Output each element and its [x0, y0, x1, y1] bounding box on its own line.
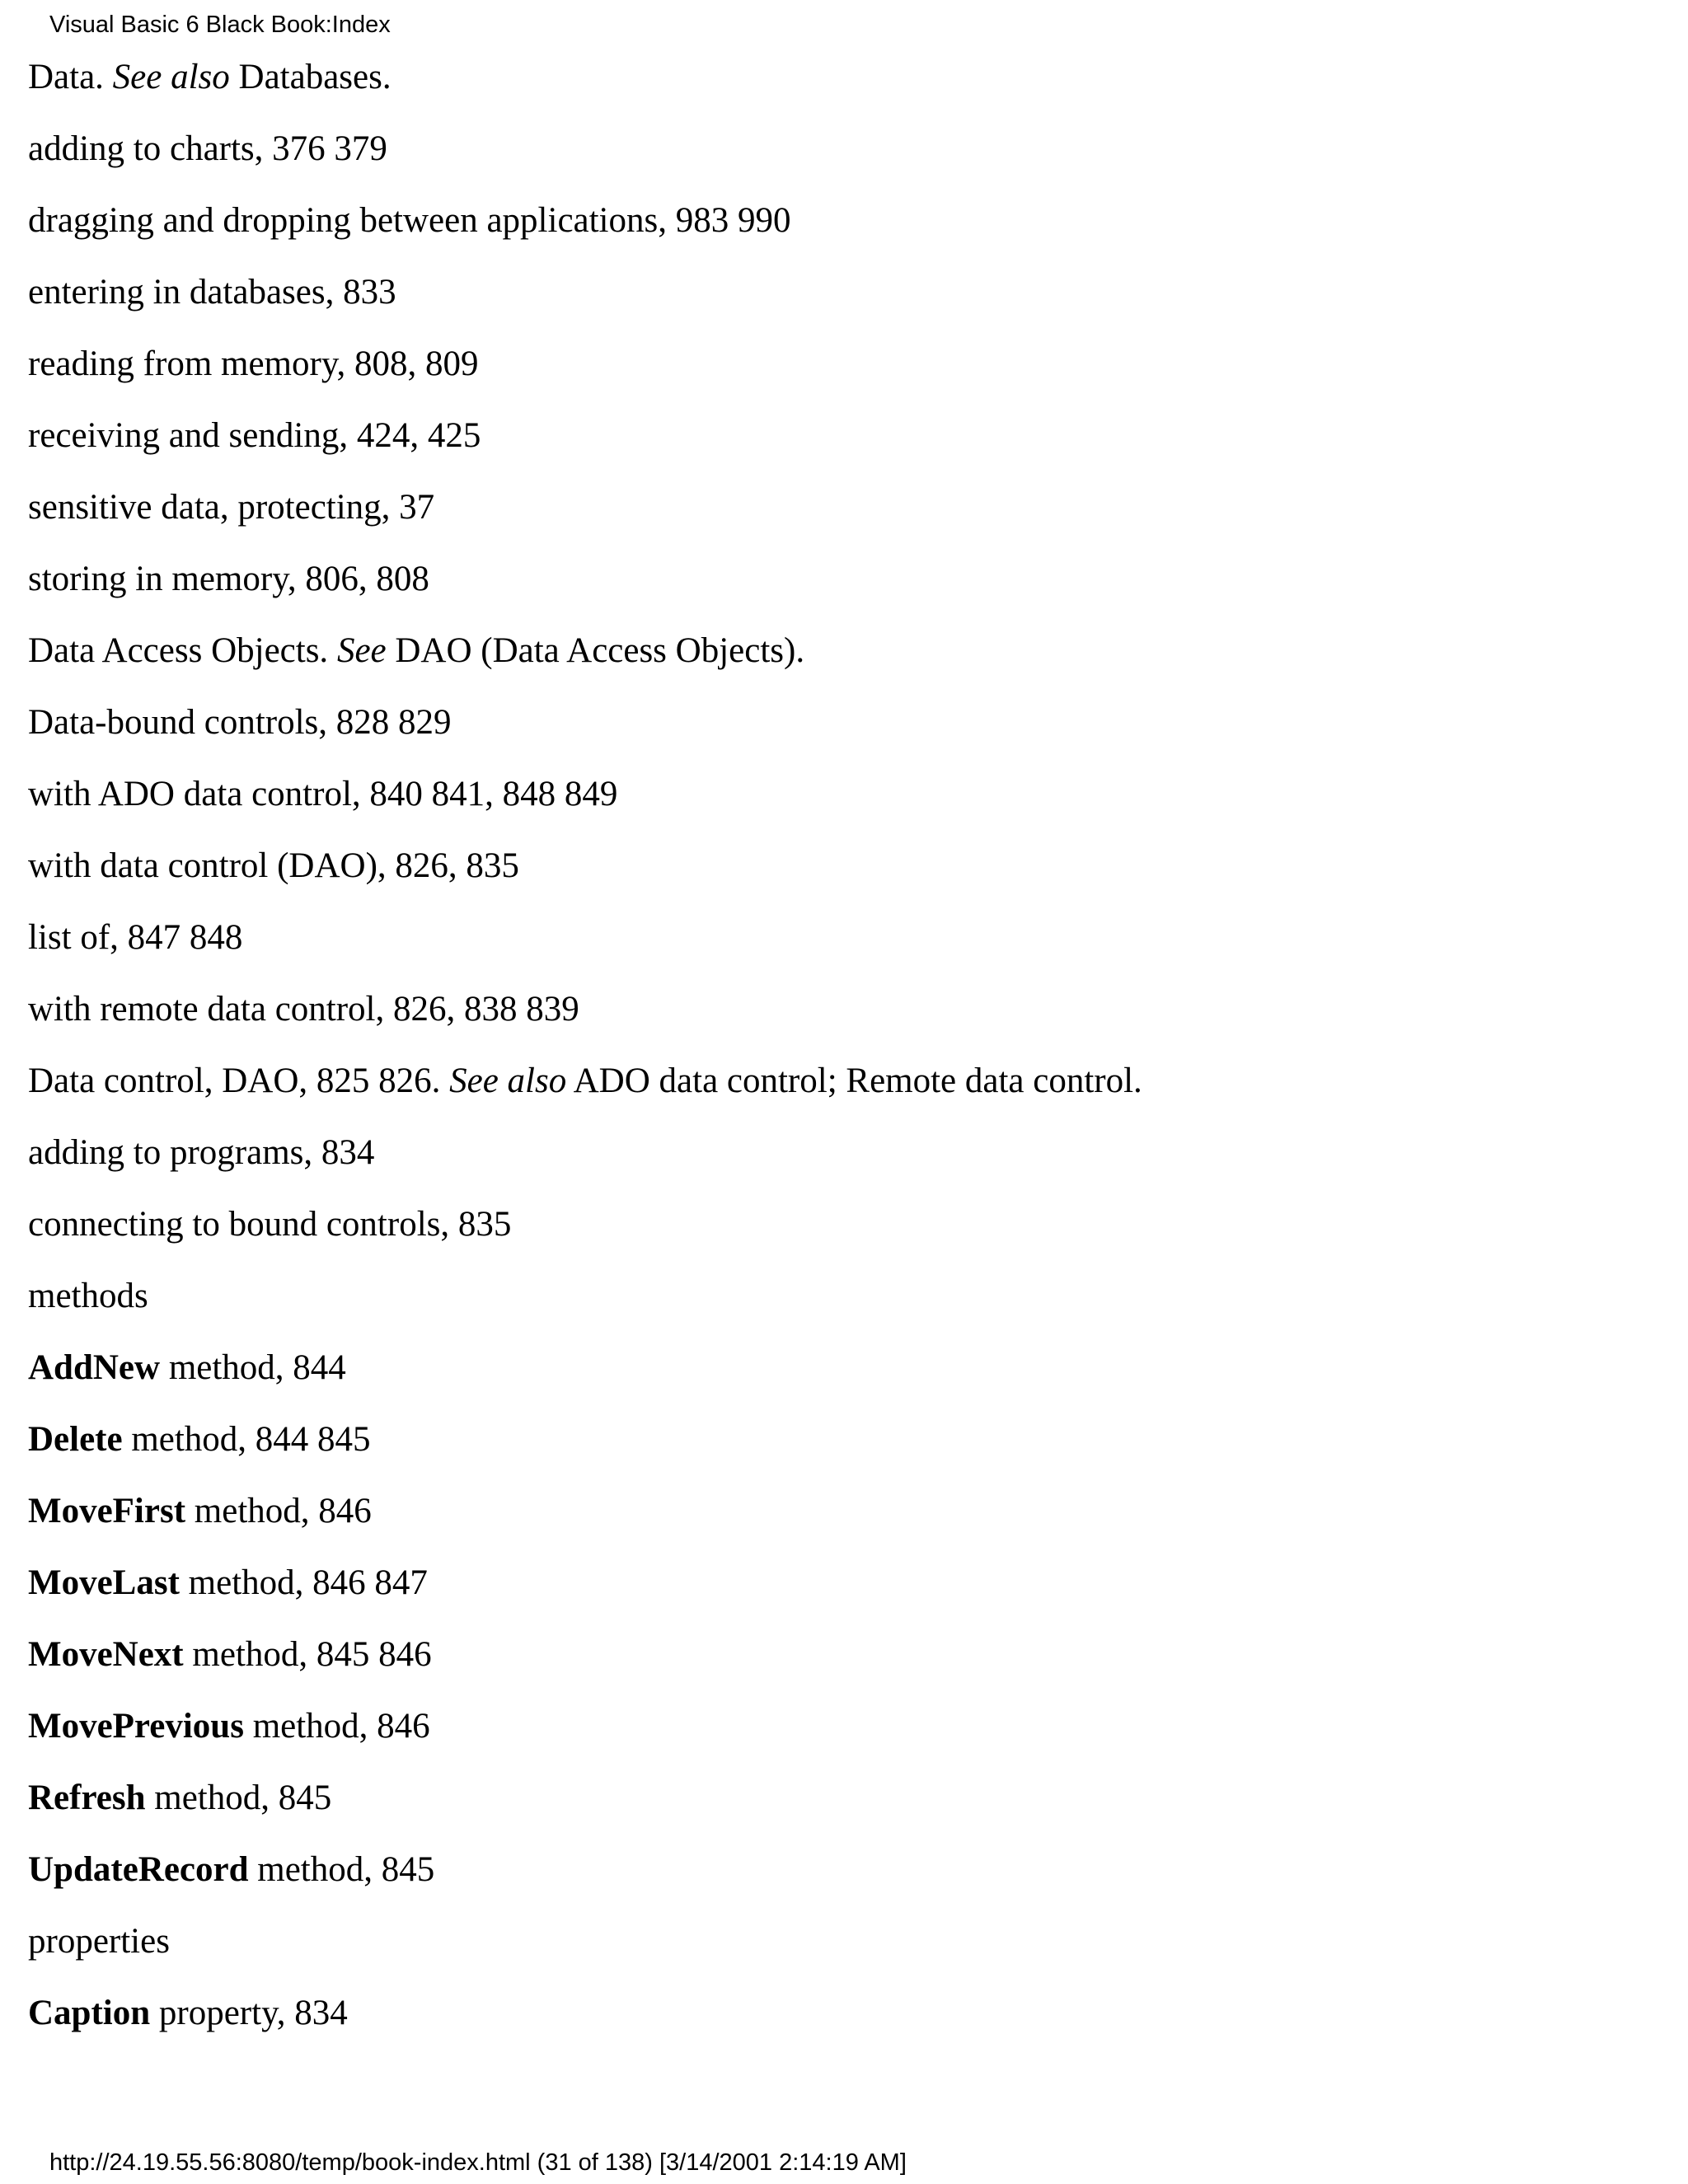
index-entry: [28, 480, 1142, 551]
index-entry: [28, 838, 1142, 910]
index-entry-text: storing in memory, 806, 808: [28, 560, 429, 598]
index-entry-text: Databases.: [229, 58, 392, 96]
index-term: MovePrevious: [28, 1707, 244, 1746]
index-entry-text: with ADO data control, 840 841, 848 849: [28, 775, 618, 813]
index-entry-text: method, 845: [145, 1779, 332, 1817]
index-entry-text: Data control, DAO, 825 826.: [28, 1062, 450, 1100]
index-entry: [28, 1268, 1142, 1340]
index-entry-text: ADO data control; Remote data control.: [566, 1062, 1142, 1100]
index-entry: [28, 121, 1142, 193]
index-term: MoveLast: [28, 1563, 180, 1602]
index-entry-text: property, 834: [150, 1994, 348, 2032]
page-header: Visual Basic 6 Black Book:Index: [49, 12, 391, 38]
index-entry-text: method, 846 847: [179, 1563, 428, 1602]
index-term: UpdateRecord: [28, 1850, 249, 1889]
cross-reference-label: See also: [112, 58, 230, 96]
index-entry-text: DAO (Data Access Objects).: [386, 631, 805, 670]
index-entry-text: method, 844: [160, 1348, 346, 1387]
cross-reference-label: See: [336, 631, 387, 670]
index-entry-text: properties: [28, 1922, 170, 1961]
index-entry-text: sensitive data, protecting, 37: [28, 488, 435, 527]
index-term: AddNew: [28, 1348, 161, 1387]
index-term: Refresh: [28, 1779, 146, 1817]
index-entry-text: dragging and dropping between applications, 983 990: [28, 201, 791, 240]
index-entry: [28, 1699, 1142, 1770]
index-entry-text: list of, 847 848: [28, 918, 243, 957]
index-entry-text: entering in databases, 833: [28, 273, 396, 312]
index-entry: [28, 551, 1142, 623]
cross-reference-label: See also: [449, 1062, 567, 1100]
index-entry-text: method, 844 845: [122, 1420, 371, 1459]
index-entry: [28, 408, 1142, 480]
index-entry: [28, 1125, 1142, 1197]
index-term: Caption: [28, 1994, 151, 2032]
index-entry: [28, 1197, 1142, 1268]
index-entry-text: with remote data control, 826, 838 839: [28, 990, 579, 1029]
index-entry: [28, 1555, 1142, 1627]
index-entry-text: receiving and sending, 424, 425: [28, 416, 481, 455]
index-entry: [28, 766, 1142, 838]
index-entry: [28, 623, 1142, 695]
index-entry-text: adding to charts, 376 379: [28, 129, 387, 168]
index-entry: [28, 265, 1142, 336]
index-entry-text: reading from memory, 808, 809: [28, 344, 479, 383]
index-term: MoveFirst: [28, 1492, 186, 1530]
index-term: Delete: [28, 1420, 123, 1459]
index-entry: [28, 1483, 1142, 1555]
index-entry-text: method, 846: [243, 1707, 430, 1746]
index-entry: [28, 1985, 1142, 2057]
index-entry-list: [28, 49, 1142, 2057]
index-entry: [28, 1842, 1142, 1914]
index-entry-text: Data-bound controls, 828 829: [28, 703, 452, 742]
index-entry: [28, 1412, 1142, 1483]
index-entry: [28, 910, 1142, 982]
index-entry-text: with data control (DAO), 826, 835: [28, 846, 519, 885]
index-entry: [28, 49, 1142, 121]
index-entry-text: method, 845 846: [183, 1635, 432, 1674]
index-entry-text: adding to programs, 834: [28, 1133, 375, 1172]
index-entry: [28, 695, 1142, 766]
page-footer-url: http://24.19.55.56:8080/temp/book-index.html (31 of 138) [3/14/2001 2:14:19 AM]: [49, 2149, 907, 2176]
index-entry: [28, 1053, 1142, 1125]
index-entry-text: connecting to bound controls, 835: [28, 1205, 512, 1244]
index-entry: [28, 1770, 1142, 1842]
index-entry: [28, 1627, 1142, 1699]
index-entry: [28, 982, 1142, 1053]
index-entry-text: method, 845: [248, 1850, 435, 1889]
index-entry-text: methods: [28, 1277, 148, 1315]
index-entry: [28, 1340, 1142, 1412]
index-entry: [28, 336, 1142, 408]
index-entry: [28, 193, 1142, 265]
index-entry-text: Data Access Objects.: [28, 631, 337, 670]
index-entry: [28, 1914, 1142, 1985]
index-entry-text: Data.: [28, 58, 113, 96]
index-term: MoveNext: [28, 1635, 184, 1674]
index-entry-text: method, 846: [185, 1492, 372, 1530]
